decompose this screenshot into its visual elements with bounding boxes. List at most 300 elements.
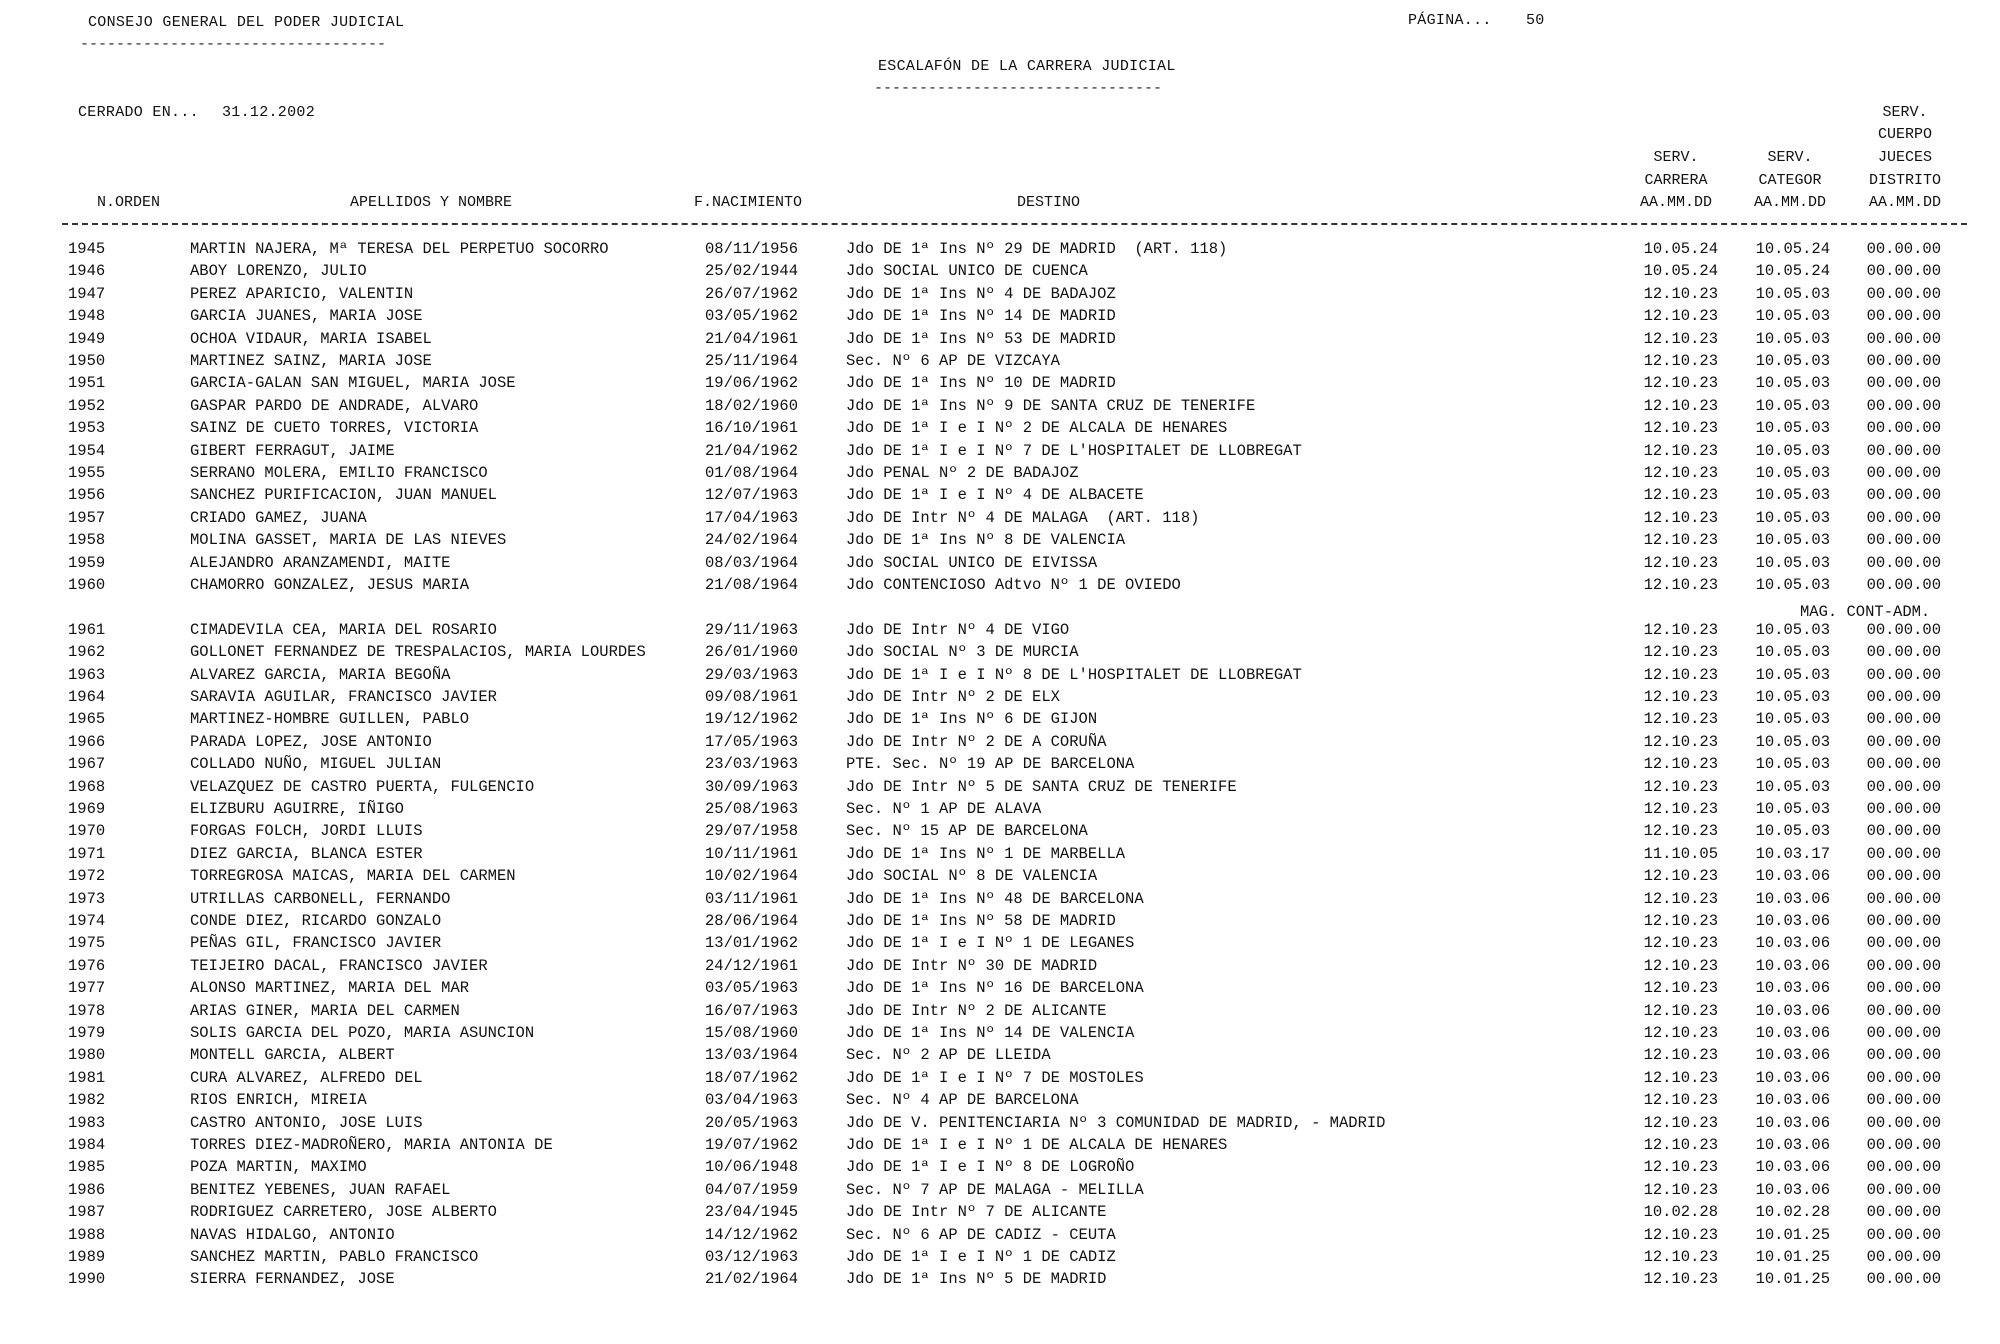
birth-date: 17/04/1963 <box>705 508 799 527</box>
table-row <box>0 397 2000 419</box>
service-carrera: 12.10.23 <box>1643 396 1718 415</box>
service-categor: 10.02.28 <box>1755 1203 1830 1222</box>
order-number: 1986 <box>68 1180 106 1199</box>
service-jueces-distrito: 00.00.00 <box>1866 889 1941 908</box>
service-jueces-distrito: 00.00.00 <box>1866 441 1941 460</box>
service-carrera: 12.10.23 <box>1643 284 1718 303</box>
jueces-line-2: CUERPO <box>1877 126 1932 143</box>
destination: Jdo DE 1ª Ins Nº 5 DE MADRID <box>846 1270 1107 1289</box>
table-row <box>0 531 2000 553</box>
table-row <box>0 979 2000 1001</box>
birth-date: 03/05/1963 <box>705 979 799 998</box>
column-header-destination: DESTINO <box>1017 194 1081 211</box>
table-row <box>0 1002 2000 1024</box>
service-categor: 10.05.24 <box>1755 240 1830 258</box>
destination: Sec. Nº 2 AP DE LLEIDA <box>846 1046 1051 1065</box>
order-number: 1958 <box>68 531 106 550</box>
person-name: GARCIA-GALAN SAN MIGUEL, MARIA JOSE <box>190 374 516 393</box>
order-number: 1988 <box>68 1225 106 1244</box>
service-jueces-distrito: 00.00.00 <box>1866 1068 1941 1087</box>
service-categor: 10.05.03 <box>1755 352 1830 370</box>
birth-date: 21/04/1962 <box>705 441 799 460</box>
service-categor: 10.05.03 <box>1755 822 1830 841</box>
birth-date: 04/07/1959 <box>705 1180 799 1199</box>
closed-label: CERRADO EN... <box>78 104 199 121</box>
birth-date: 19/07/1962 <box>705 1136 799 1154</box>
birth-date: 17/05/1963 <box>705 732 799 751</box>
service-jueces-distrito: 00.00.00 <box>1866 419 1941 438</box>
birth-date: 25/08/1963 <box>705 800 799 818</box>
service-jueces-distrito: 00.00.00 <box>1866 710 1941 729</box>
service-categor: 10.05.03 <box>1755 732 1830 751</box>
service-carrera: 12.10.23 <box>1643 553 1718 572</box>
order-number: 1968 <box>68 777 106 796</box>
birth-date: 23/03/1963 <box>705 755 799 774</box>
service-carrera: 12.10.23 <box>1643 352 1718 370</box>
destination: Jdo DE 1ª Ins Nº 48 DE BARCELONA <box>846 889 1144 908</box>
table-row <box>0 442 2000 464</box>
service-jueces-distrito: 00.00.00 <box>1866 1001 1941 1020</box>
table-row <box>0 240 2000 262</box>
service-jueces-distrito: 00.00.00 <box>1866 1136 1941 1154</box>
service-carrera: 12.10.23 <box>1643 710 1718 729</box>
carrera-line-1: SERV. <box>1653 149 1699 166</box>
jueces-line-4: DISTRITO <box>1868 172 1941 189</box>
service-carrera: 12.10.23 <box>1643 800 1718 818</box>
destination: Jdo PENAL Nº 2 DE BADAJOZ <box>846 464 1079 482</box>
destination: Jdo DE 1ª Ins Nº 53 DE MADRID <box>846 329 1116 348</box>
service-jueces-distrito: 00.00.00 <box>1866 1270 1941 1289</box>
order-number: 1957 <box>68 508 106 527</box>
service-carrera: 12.10.23 <box>1643 934 1718 953</box>
service-categor: 10.05.24 <box>1755 262 1830 281</box>
order-number: 1961 <box>68 620 106 639</box>
destination: Jdo DE 1ª Ins Nº 1 DE MARBELLA <box>846 844 1126 863</box>
order-number: 1966 <box>68 732 106 751</box>
service-jueces-distrito: 00.00.00 <box>1866 329 1941 348</box>
service-carrera: 12.10.23 <box>1643 576 1718 594</box>
order-number: 1970 <box>68 822 106 841</box>
destination: Sec. Nº 7 AP DE MALAGA - MELILLA <box>846 1180 1144 1199</box>
table-row <box>0 710 2000 732</box>
table-row <box>0 1069 2000 1091</box>
service-categor: 10.01.25 <box>1755 1248 1830 1266</box>
service-carrera: 12.10.23 <box>1643 979 1718 998</box>
birth-date: 19/12/1962 <box>705 710 799 729</box>
birth-date: 24/02/1964 <box>705 531 799 550</box>
destination: Jdo DE 1ª I e I Nº 4 DE ALBACETE <box>846 486 1144 505</box>
order-number: 1947 <box>68 284 106 303</box>
service-categor: 10.05.03 <box>1755 553 1830 572</box>
person-name: SIERRA FERNANDEZ, JOSE <box>190 1270 395 1289</box>
destination: Jdo DE 1ª Ins Nº 58 DE MADRID <box>846 912 1116 930</box>
service-categor: 10.05.03 <box>1755 486 1830 505</box>
jueces-line-3: JUECES <box>1877 149 1932 166</box>
order-number: 1945 <box>68 240 106 258</box>
table-row <box>0 330 2000 352</box>
title-underline: -------------------------------- <box>874 80 1163 97</box>
order-number: 1983 <box>68 1113 106 1132</box>
categor-line-2: CATEGOR <box>1758 172 1822 189</box>
service-carrera: 12.10.23 <box>1643 307 1718 326</box>
order-number: 1955 <box>68 464 106 482</box>
person-name: OCHOA VIDAUR, MARIA ISABEL <box>190 329 432 348</box>
service-jueces-distrito: 00.00.00 <box>1866 553 1941 572</box>
service-jueces-distrito: 00.00.00 <box>1866 240 1941 258</box>
birth-date: 24/12/1961 <box>705 956 799 975</box>
service-jueces-distrito: 00.00.00 <box>1866 1024 1941 1042</box>
destination: Jdo SOCIAL Nº 8 DE VALENCIA <box>846 867 1098 886</box>
person-name: PEREZ APARICIO, VALENTIN <box>190 284 414 303</box>
page-label: PÁGINA... <box>1408 12 1492 29</box>
service-categor: 10.03.06 <box>1755 1158 1830 1177</box>
service-carrera: 12.10.23 <box>1643 620 1718 639</box>
order-number: 1985 <box>68 1158 106 1177</box>
service-categor: 10.05.03 <box>1755 755 1830 774</box>
service-jueces-distrito: 00.00.00 <box>1866 531 1941 550</box>
service-jueces-distrito: 00.00.00 <box>1866 1248 1941 1266</box>
person-name: UTRILLAS CARBONELL, FERNANDO <box>190 889 451 908</box>
table-row <box>0 1158 2000 1180</box>
service-categor: 10.03.06 <box>1755 1113 1830 1132</box>
service-carrera: 12.10.23 <box>1643 531 1718 550</box>
service-jueces-distrito: 00.00.00 <box>1866 1091 1941 1110</box>
order-number: 1971 <box>68 844 106 863</box>
order-number: 1976 <box>68 956 106 975</box>
person-name: CASTRO ANTONIO, JOSE LUIS <box>190 1113 423 1132</box>
destination: PTE. Sec. Nº 19 AP DE BARCELONA <box>846 755 1135 774</box>
service-categor: 10.05.03 <box>1755 396 1830 415</box>
table-row <box>0 666 2000 688</box>
service-carrera: 12.10.23 <box>1643 1270 1718 1289</box>
service-categor: 10.03.17 <box>1755 844 1830 863</box>
destination: Jdo DE 1ª Ins Nº 4 DE BADAJOZ <box>846 284 1116 303</box>
table-row <box>0 419 2000 441</box>
person-name: TEIJEIRO DACAL, FRANCISCO JAVIER <box>190 956 488 975</box>
order-number: 1980 <box>68 1046 106 1065</box>
service-jueces-distrito: 00.00.00 <box>1866 688 1941 706</box>
carrera-line-2: CARRERA <box>1644 172 1708 189</box>
order-number: 1972 <box>68 867 106 886</box>
service-carrera: 12.10.23 <box>1643 822 1718 841</box>
table-row <box>0 1270 2000 1292</box>
destination: Jdo DE Intr Nº 4 DE VIGO <box>846 620 1070 639</box>
destination: Jdo DE 1ª I e I Nº 1 DE LEGANES <box>846 934 1135 953</box>
service-categor: 10.03.06 <box>1755 1046 1830 1065</box>
person-name: RODRIGUEZ CARRETERO, JOSE ALBERTO <box>190 1203 497 1222</box>
service-categor: 10.05.03 <box>1755 284 1830 303</box>
service-carrera: 12.10.23 <box>1643 732 1718 751</box>
destination: Jdo CONTENCIOSO Adtvo Nº 1 DE OVIEDO <box>846 576 1181 594</box>
service-jueces-distrito: 00.00.00 <box>1866 307 1941 326</box>
person-name: SAINZ DE CUETO TORRES, VICTORIA <box>190 419 479 438</box>
destination: Jdo SOCIAL UNICO DE EIVISSA <box>846 553 1098 572</box>
service-categor: 10.01.25 <box>1755 1270 1830 1289</box>
service-jueces-distrito: 00.00.00 <box>1866 844 1941 863</box>
table-row <box>0 374 2000 396</box>
destination: Jdo DE 1ª Ins Nº 10 DE MADRID <box>846 374 1116 393</box>
table-row <box>0 262 2000 284</box>
service-categor: 10.03.06 <box>1755 956 1830 975</box>
service-carrera: 12.10.23 <box>1643 912 1718 930</box>
service-carrera: 12.10.23 <box>1643 419 1718 438</box>
table-row <box>0 554 2000 576</box>
order-number: 1974 <box>68 912 106 930</box>
table-row <box>0 486 2000 508</box>
birth-date: 29/07/1958 <box>705 822 799 841</box>
order-number: 1984 <box>68 1136 106 1154</box>
birth-date: 18/07/1962 <box>705 1068 799 1087</box>
column-header-name: APELLIDOS Y NOMBRE <box>350 194 513 211</box>
table-row <box>0 1091 2000 1113</box>
service-carrera: 12.10.23 <box>1643 441 1718 460</box>
destination: Jdo DE 1ª Ins Nº 16 DE BARCELONA <box>846 979 1144 998</box>
person-name: ELIZBURU AGUIRRE, IÑIGO <box>190 800 404 818</box>
order-number: 1973 <box>68 889 106 908</box>
destination: Jdo DE Intr Nº 2 DE A CORUÑA <box>846 732 1107 751</box>
person-name: CIMADEVILA CEA, MARIA DEL ROSARIO <box>190 620 497 639</box>
table-row <box>0 778 2000 800</box>
service-carrera: 12.10.23 <box>1643 956 1718 975</box>
table-row <box>0 643 2000 665</box>
service-categor: 10.03.06 <box>1755 889 1830 908</box>
order-number: 1951 <box>68 374 106 393</box>
service-jueces-distrito: 00.00.00 <box>1866 284 1941 303</box>
table-row <box>0 352 2000 374</box>
table-row <box>0 285 2000 307</box>
birth-date: 19/06/1962 <box>705 374 799 393</box>
jueces-line-5: AA.MM.DD <box>1868 194 1941 211</box>
destination: Jdo DE 1ª Ins Nº 9 DE SANTA CRUZ DE TENERIFE <box>846 396 1256 415</box>
table-row <box>0 890 2000 912</box>
destination: Jdo DE 1ª Ins Nº 14 DE MADRID <box>846 307 1116 326</box>
table-row <box>0 822 2000 844</box>
birth-date: 20/05/1963 <box>705 1113 799 1132</box>
birth-date: 03/12/1963 <box>705 1248 799 1266</box>
person-name: COLLADO NUÑO, MIGUEL JULIAN <box>190 755 442 774</box>
person-name: TORRES DIEZ-MADROÑERO, MARIA ANTONIA DE <box>190 1136 553 1154</box>
service-jueces-distrito: 00.00.00 <box>1866 1225 1941 1244</box>
order-number: 1978 <box>68 1001 106 1020</box>
order-number: 1964 <box>68 688 106 706</box>
service-carrera: 12.10.23 <box>1643 1001 1718 1020</box>
table-row <box>0 755 2000 777</box>
document-title: ESCALAFÓN DE LA CARRERA JUDICIAL <box>878 58 1176 75</box>
categor-line-3: AA.MM.DD <box>1753 194 1826 211</box>
service-jueces-distrito: 00.00.00 <box>1866 665 1941 684</box>
birth-date: 13/01/1962 <box>705 934 799 953</box>
birth-date: 30/09/1963 <box>705 777 799 796</box>
birth-date: 21/08/1964 <box>705 576 799 594</box>
service-jueces-distrito: 00.00.00 <box>1866 867 1941 886</box>
service-carrera: 12.10.23 <box>1643 1225 1718 1244</box>
order-number: 1989 <box>68 1248 106 1266</box>
person-name: BENITEZ YEBENES, JUAN RAFAEL <box>190 1180 451 1199</box>
order-number: 1965 <box>68 710 106 729</box>
person-name: TORREGROSA MAICAS, MARIA DEL CARMEN <box>190 867 516 886</box>
service-jueces-distrito: 00.00.00 <box>1866 508 1941 527</box>
birth-date: 25/11/1964 <box>705 352 799 370</box>
destination: Sec. Nº 4 AP DE BARCELONA <box>846 1091 1079 1110</box>
table-row <box>0 1203 2000 1225</box>
carrera-line-3: AA.MM.DD <box>1639 194 1712 211</box>
service-jueces-distrito: 00.00.00 <box>1866 822 1941 841</box>
service-jueces-distrito: 00.00.00 <box>1866 777 1941 796</box>
order-number: 1967 <box>68 755 106 774</box>
person-name: MARTINEZ-HOMBRE GUILLEN, PABLO <box>190 710 470 729</box>
destination: Jdo DE 1ª I e I Nº 8 DE L'HOSPITALET DE LLOBREGAT <box>846 665 1302 684</box>
person-name: MARTIN NAJERA, Mª TERESA DEL PERPETUO SOCORRO <box>190 240 609 258</box>
destination: Jdo DE Intr Nº 4 DE MALAGA (ART. 118) <box>846 508 1200 527</box>
person-name: CRIADO GAMEZ, JUANA <box>190 508 367 527</box>
person-name: MOLINA GASSET, MARIA DE LAS NIEVES <box>190 531 507 550</box>
order-number: 1954 <box>68 441 106 460</box>
table-row <box>0 934 2000 956</box>
service-jueces-distrito: 00.00.00 <box>1866 1180 1941 1199</box>
service-jueces-distrito: 00.00.00 <box>1866 934 1941 953</box>
person-name: SERRANO MOLERA, EMILIO FRANCISCO <box>190 464 488 482</box>
order-number: 1946 <box>68 262 106 281</box>
person-name: ABOY LORENZO, JULIO <box>190 262 367 281</box>
service-carrera: 12.10.23 <box>1643 486 1718 505</box>
organization-underline: ---------------------------------- <box>80 36 387 53</box>
service-carrera: 10.05.24 <box>1643 262 1718 281</box>
service-jueces-distrito: 00.00.00 <box>1866 1203 1941 1222</box>
destination: Jdo DE Intr Nº 5 DE SANTA CRUZ DE TENERIFE <box>846 777 1237 796</box>
person-name: RIOS ENRICH, MIREIA <box>190 1091 367 1110</box>
order-number: 1952 <box>68 396 106 415</box>
service-categor: 10.05.03 <box>1755 441 1830 460</box>
service-categor: 10.03.06 <box>1755 934 1830 953</box>
birth-date: 23/04/1945 <box>705 1203 799 1222</box>
service-carrera: 12.10.23 <box>1643 889 1718 908</box>
destination: Jdo DE 1ª I e I Nº 1 DE CADIZ <box>846 1248 1116 1266</box>
table-row <box>0 800 2000 822</box>
destination: Jdo DE 1ª Ins Nº 6 DE GIJON <box>846 710 1098 729</box>
table-row <box>0 307 2000 329</box>
service-jueces-distrito: 00.00.00 <box>1866 464 1941 482</box>
birth-date: 28/06/1964 <box>705 912 799 930</box>
service-carrera: 12.10.23 <box>1643 1136 1718 1154</box>
birth-date: 29/11/1963 <box>705 620 799 639</box>
person-name: ALVAREZ GARCIA, MARIA BEGOÑA <box>190 665 451 684</box>
organization-name: CONSEJO GENERAL DEL PODER JUDICIAL <box>88 14 405 31</box>
section-note: MAG. CONT-ADM. <box>1800 603 1931 621</box>
destination: Sec. Nº 15 AP DE BARCELONA <box>846 822 1088 841</box>
service-categor: 10.03.06 <box>1755 1068 1830 1087</box>
service-jueces-distrito: 00.00.00 <box>1866 576 1941 594</box>
order-number: 1987 <box>68 1203 106 1222</box>
service-carrera: 12.10.23 <box>1643 755 1718 774</box>
birth-date: 03/05/1962 <box>705 307 799 326</box>
service-jueces-distrito: 00.00.00 <box>1866 620 1941 639</box>
destination: Sec. Nº 6 AP DE VIZCAYA <box>846 352 1060 370</box>
service-categor: 10.05.03 <box>1755 531 1830 550</box>
birth-date: 01/08/1964 <box>705 464 799 482</box>
destination: Jdo DE 1ª I e I Nº 7 DE MOSTOLES <box>846 1068 1144 1087</box>
destination: Jdo DE Intr Nº 7 DE ALICANTE <box>846 1203 1107 1222</box>
destination: Jdo DE Intr Nº 2 DE ELX <box>846 688 1060 706</box>
service-categor: 10.05.03 <box>1755 576 1830 594</box>
service-categor: 10.05.03 <box>1755 464 1830 482</box>
birth-date: 21/02/1964 <box>705 1270 799 1289</box>
service-jueces-distrito: 00.00.00 <box>1866 1046 1941 1065</box>
birth-date: 18/02/1960 <box>705 396 799 415</box>
table-row <box>0 1114 2000 1136</box>
service-categor: 10.03.06 <box>1755 1024 1830 1042</box>
person-name: SANCHEZ PURIFICACION, JUAN MANUEL <box>190 486 497 505</box>
order-number: 1962 <box>68 643 106 662</box>
service-categor: 10.03.06 <box>1755 1180 1830 1199</box>
service-jueces-distrito: 00.00.00 <box>1866 1158 1941 1177</box>
destination: Jdo SOCIAL UNICO DE CUENCA <box>846 262 1088 281</box>
order-number: 1969 <box>68 800 106 818</box>
service-carrera: 11.10.05 <box>1643 844 1718 863</box>
order-number: 1949 <box>68 329 106 348</box>
birth-date: 08/03/1964 <box>705 553 799 572</box>
table-row <box>0 867 2000 889</box>
service-carrera: 12.10.23 <box>1643 329 1718 348</box>
service-categor: 10.05.03 <box>1755 688 1830 706</box>
person-name: SANCHEZ MARTIN, PABLO FRANCISCO <box>190 1248 479 1266</box>
closed-date: 31.12.2002 <box>222 104 316 121</box>
birth-date: 03/11/1961 <box>705 889 799 908</box>
service-categor: 10.05.03 <box>1755 800 1830 818</box>
service-categor: 10.05.03 <box>1755 665 1830 684</box>
destination: Jdo DE 1ª I e I Nº 2 DE ALCALA DE HENARES <box>846 419 1228 438</box>
order-number: 1953 <box>68 419 106 438</box>
service-carrera: 12.10.23 <box>1643 1068 1718 1087</box>
service-carrera: 12.10.23 <box>1643 1091 1718 1110</box>
person-name: POZA MARTIN, MAXIMO <box>190 1158 367 1177</box>
birth-date: 26/01/1960 <box>705 643 799 662</box>
service-categor: 10.03.06 <box>1755 912 1830 930</box>
page-number: 50 <box>1526 12 1545 29</box>
service-carrera: 12.10.23 <box>1643 1248 1718 1266</box>
order-number: 1956 <box>68 486 106 505</box>
order-number: 1990 <box>68 1270 106 1289</box>
service-carrera: 12.10.23 <box>1643 1046 1718 1065</box>
birth-date: 09/08/1961 <box>705 688 799 706</box>
person-name: MARTINEZ SAINZ, MARIA JOSE <box>190 352 432 370</box>
person-name: PEÑAS GIL, FRANCISCO JAVIER <box>190 934 442 953</box>
birth-date: 26/07/1962 <box>705 284 799 303</box>
table-row <box>0 1226 2000 1248</box>
birth-date: 25/02/1944 <box>705 262 799 281</box>
service-jueces-distrito: 00.00.00 <box>1866 800 1941 818</box>
order-number: 1948 <box>68 307 106 326</box>
person-name: GARCIA JUANES, MARIA JOSE <box>190 307 423 326</box>
service-categor: 10.01.25 <box>1755 1225 1830 1244</box>
service-jueces-distrito: 00.00.00 <box>1866 1113 1941 1132</box>
order-number: 1982 <box>68 1091 106 1110</box>
service-categor: 10.05.03 <box>1755 710 1830 729</box>
service-categor: 10.03.06 <box>1755 1001 1830 1020</box>
order-number: 1959 <box>68 553 106 572</box>
jueces-line-1: SERV. <box>1882 104 1928 121</box>
service-jueces-distrito: 00.00.00 <box>1866 486 1941 505</box>
table-row <box>0 957 2000 979</box>
service-categor: 10.05.03 <box>1755 508 1830 527</box>
service-jueces-distrito: 00.00.00 <box>1866 956 1941 975</box>
service-categor: 10.03.06 <box>1755 1091 1830 1110</box>
birth-date: 13/03/1964 <box>705 1046 799 1065</box>
service-carrera: 10.02.28 <box>1643 1203 1718 1222</box>
table-row <box>0 509 2000 531</box>
service-jueces-distrito: 00.00.00 <box>1866 643 1941 662</box>
person-name: FORGAS FOLCH, JORDI LLUIS <box>190 822 423 841</box>
table-row <box>0 1181 2000 1203</box>
